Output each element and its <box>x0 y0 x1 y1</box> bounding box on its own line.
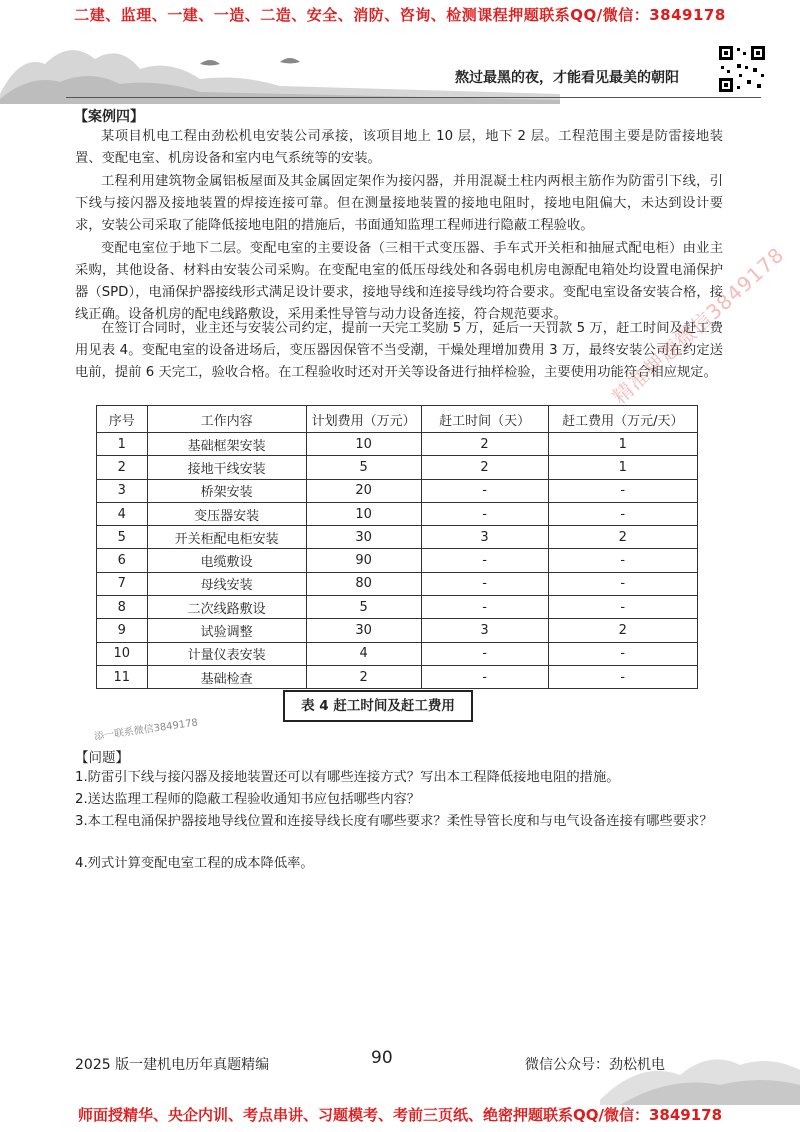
table-row <box>97 665 698 688</box>
question: 3.本工程电涌保护器接地导线位置和连接导线长度有哪些要求？柔性导管长度和与电气设备连接有哪些要求？ <box>75 814 713 829</box>
table-cell: 2 <box>421 456 548 479</box>
table-cell: 电缆敷设 <box>147 549 306 572</box>
table-header-cell: 赶工费用（万元/天） <box>548 406 697 433</box>
table-header-cell: 赶工时间（天） <box>421 406 548 433</box>
table-cell: 3 <box>421 526 548 549</box>
table-cell: - <box>548 479 697 502</box>
mountain-illustration <box>0 24 560 104</box>
table-cell: 9 <box>97 619 148 642</box>
table-cell: 5 <box>306 596 421 619</box>
table-cell: 8 <box>97 596 148 619</box>
crash-cost-table <box>96 405 698 689</box>
table-cell: 3 <box>97 479 148 502</box>
table-cell: 接地干线安装 <box>147 456 306 479</box>
table-cell: - <box>421 572 548 595</box>
table-row <box>97 572 698 595</box>
table-cell: - <box>421 665 548 688</box>
table-cell: - <box>548 502 697 525</box>
footer-book-title: 2025 版一建机电历年真题精编 <box>75 1057 270 1073</box>
table-caption: 表 4 赶工时间及赶工费用 <box>283 690 473 722</box>
table-row <box>97 526 698 549</box>
table-cell: - <box>421 502 548 525</box>
table-cell: 桥架安装 <box>147 479 306 502</box>
table-cell: 2 <box>421 433 548 456</box>
table-cell: - <box>548 596 697 619</box>
table-cell: - <box>548 572 697 595</box>
table-cell: 7 <box>97 572 148 595</box>
table-header-row <box>97 406 698 433</box>
table-header-cell: 计划费用（万元） <box>306 406 421 433</box>
table-cell: 二次线路敷设 <box>147 596 306 619</box>
table-cell: 5 <box>306 456 421 479</box>
table-row <box>97 549 698 572</box>
table-cell: 试验调整 <box>147 619 306 642</box>
table-cell: - <box>421 549 548 572</box>
table-cell: - <box>548 549 697 572</box>
question: 4.列式计算变配电室工程的成本降低率。 <box>75 856 314 871</box>
table-row <box>97 642 698 665</box>
table-cell: 11 <box>97 665 148 688</box>
question: 1.防雷引下线与接闪器及接地装置还可以有哪些连接方式？写出本工程降低接地电阻的措施。 <box>75 770 620 785</box>
table-cell: 2 <box>97 456 148 479</box>
table-cell: 1 <box>548 456 697 479</box>
table-cell: 20 <box>306 479 421 502</box>
table-cell: - <box>421 642 548 665</box>
table-cell: 母线安装 <box>147 572 306 595</box>
diagonal-watermark: 精准押题微信3849178 <box>607 242 789 409</box>
table-cell: 10 <box>306 433 421 456</box>
table-cell: 1 <box>97 433 148 456</box>
table-row <box>97 502 698 525</box>
table-row <box>97 456 698 479</box>
case-title: 【案例四】 <box>74 109 144 125</box>
page-number: 90 <box>371 1048 393 1068</box>
table-header-cell: 工作内容 <box>147 406 306 433</box>
table-cell: 2 <box>306 665 421 688</box>
table-cell: 计量仪表安装 <box>147 642 306 665</box>
table-cell: - <box>548 665 697 688</box>
paragraph: 某项目机电工程由劲松机电安装公司承接，该项目地上 10 层，地下 2 层。工程范围主要是防雷接地装置、变配电室、机房设备和室内电气系统等的安装。 <box>75 129 723 166</box>
table-cell: - <box>421 596 548 619</box>
table-cell: - <box>421 479 548 502</box>
header-divider <box>66 97 761 98</box>
table-cell: 30 <box>306 619 421 642</box>
table-cell: 3 <box>421 619 548 642</box>
paragraph: 工程利用建筑物金属铝板屋面及其金属固定架作为接闪器，并用混凝土柱内两根主筋作为防雷引下线，引下线与接闪器及接地装置的焊接连接可靠。但在测量接地装置的接地电阻时，接地电阻偏大，未达到设计要求，安装公司采取了能降低接地电阻的措施后，书面通知监理工程师进行隐蔽工程验收。 <box>75 174 723 233</box>
table-row <box>97 479 698 502</box>
questions-title: 【问题】 <box>75 750 129 766</box>
table-header-cell: 序号 <box>97 406 148 433</box>
table-cell: 4 <box>97 502 148 525</box>
table-row <box>97 596 698 619</box>
table-cell: 5 <box>97 526 148 549</box>
bottom-banner: 师面授精华、央企内训、考点串讲、习题模考、考前三页纸、绝密押题联系QQ/微信：3849178 <box>77 1106 723 1124</box>
table-cell: 开关柜配电柜安装 <box>147 526 306 549</box>
table-cell: 80 <box>306 572 421 595</box>
qr-code-icon <box>717 44 767 94</box>
table-cell: 变压器安装 <box>147 502 306 525</box>
table-cell: - <box>548 642 697 665</box>
table-cell: 10 <box>306 502 421 525</box>
paragraph: 在签订合同时，业主还与安装公司约定，提前一天完工奖励 5 万，延后一天罚款 5 万，赶工时间及赶工费用见表 4。变配电室的设备进场后，变压器因保管不当受潮，干燥处理增加费用 3 万，最终安装公司在约定送电前，提前 6 天完工，验收合格。在工程验收时还对开关等设备进行抽样检验，主要使用功能符合相应规定。 <box>75 321 723 380</box>
table-cell: 10 <box>97 642 148 665</box>
footer-wechat: 微信公众号：劲松机电 <box>525 1057 665 1073</box>
table-cell: 90 <box>306 549 421 572</box>
top-banner: 二建、监理、一建、一造、二造、安全、消防、咨询、检测课程押题联系QQ/微信：3849178 <box>74 6 726 24</box>
table-cell: 2 <box>548 619 697 642</box>
paragraph: 变配电室位于地下二层。变配电室的主要设备（三相干式变压器、手车式开关柜和抽屉式配电柜）由业主采购，其他设备、材料由安装公司采购。在变配电室的低压母线处和各弱电机房电源配电箱处均设置电涌保护器（SPD），电涌保护器接线形式满足设计要求，接地导线和连接导线均符合要求。变配电室设备安装合格，接线正确。设备机房的配电线路敷设，采用柔性导管与动力设备连接，符合规范要求。 <box>75 241 723 322</box>
table-cell: 基础检查 <box>147 665 306 688</box>
table-cell: 4 <box>306 642 421 665</box>
question: 2.送达监理工程师的隐蔽工程验收通知书应包括哪些内容？ <box>75 792 421 807</box>
table-cell: 6 <box>97 549 148 572</box>
small-watermark: 添一联系微信3849178 <box>93 717 199 743</box>
motto: 熬过最黑的夜，才能看见最美的朝阳 <box>455 70 679 86</box>
table-cell: 30 <box>306 526 421 549</box>
table-cell: 2 <box>548 526 697 549</box>
table-cell: 基础框架安装 <box>147 433 306 456</box>
table-cell: 1 <box>548 433 697 456</box>
table-row <box>97 619 698 642</box>
table-row <box>97 433 698 456</box>
